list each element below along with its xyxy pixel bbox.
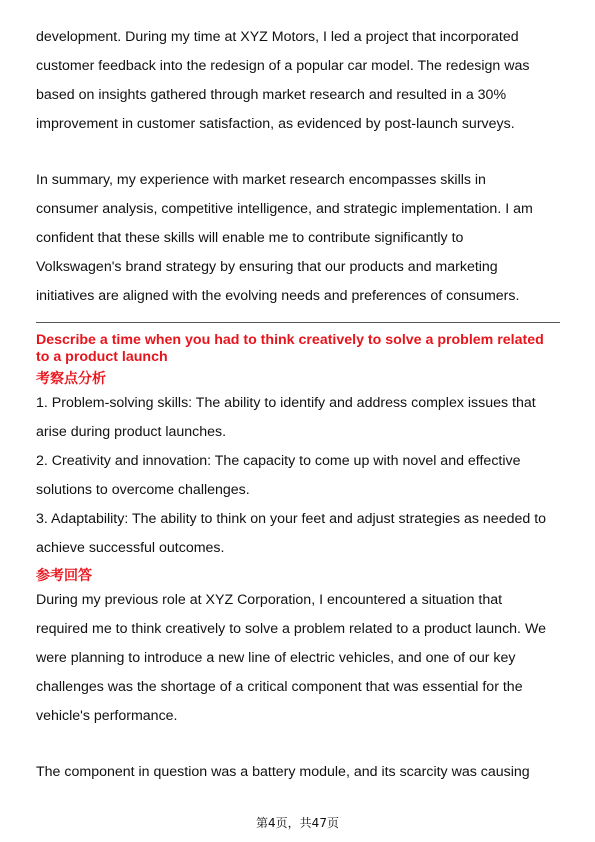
text-line: In summary, my experience with market research encompasses skills in	[36, 172, 486, 188]
text-line: confident that these skills will enable me to contribute significantly to	[36, 230, 464, 246]
text-line: customer feedback into the redesign of a popular car model. The redesign was	[36, 58, 530, 74]
text-line: 3. Adaptability: The ability to think on your feet and adjust strategies as needed to	[36, 511, 547, 527]
text-line: initiatives are aligned with the evolving needs and preferences of consumers.	[36, 288, 520, 304]
text-line: consumer analysis, competitive intelligence, and strategic implementation. I am	[36, 201, 533, 217]
analysis-points	[36, 389, 560, 563]
text-line: solutions to overcome challenges.	[36, 482, 250, 498]
question-line: Describe a time when you had to think creatively to solve a problem related	[36, 332, 544, 348]
text-line: arise during product launches.	[36, 424, 227, 440]
text-line: improvement in customer satisfaction, as evidenced by post-launch surveys.	[36, 116, 515, 132]
text-line: vehicle's performance.	[36, 708, 178, 724]
text-line: The component in question was a battery module, and its scarcity was causing	[36, 764, 530, 780]
question-line: to a product launch	[36, 349, 168, 365]
question-heading	[36, 332, 560, 366]
paragraph-spacer	[36, 731, 560, 758]
page-content	[36, 23, 560, 787]
text-line: based on insights gathered through market research and resulted in a 30%	[36, 87, 507, 103]
answer-paragraph	[36, 586, 560, 731]
text-line: were planning to introduce a new line of electric vehicles, and one of our key	[36, 650, 516, 666]
page-number-footer: 第4页，共47页	[256, 816, 339, 830]
section-divider	[36, 322, 560, 323]
text-line: development. During my time at XYZ Motors, I led a project that incorporated	[36, 29, 519, 45]
text-line: achieve successful outcomes.	[36, 540, 225, 556]
intro-paragraph	[36, 23, 560, 139]
text-line: During my previous role at XYZ Corporation, I encountered a situation that	[36, 592, 503, 608]
analysis-label: 考察点分析	[36, 371, 106, 387]
summary-paragraph	[36, 166, 560, 311]
text-line: challenges was the shortage of a critical component that was essential for the	[36, 679, 523, 695]
final-paragraph	[36, 758, 560, 787]
text-line: Volkswagen's brand strategy by ensuring that our products and marketing	[36, 259, 498, 275]
text-line: 2. Creativity and innovation: The capacity to come up with novel and effective	[36, 453, 521, 469]
answer-label: 参考回答	[36, 568, 92, 584]
paragraph-spacer	[36, 139, 560, 166]
text-line: 1. Problem-solving skills: The ability to identify and address complex issues that	[36, 395, 536, 411]
text-line: required me to think creatively to solve a problem related to a product launch. We	[36, 621, 546, 637]
